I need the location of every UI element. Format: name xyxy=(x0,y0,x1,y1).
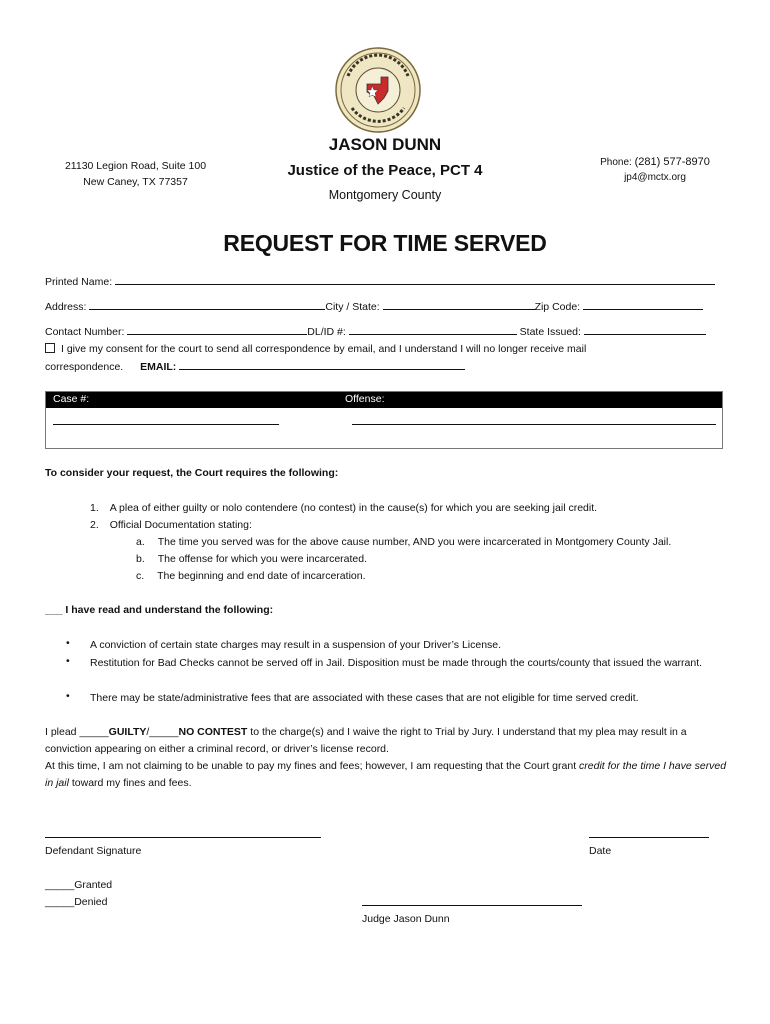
case-number-label: Case #: xyxy=(53,393,90,405)
zip-label: Zip Code: xyxy=(534,301,581,313)
address-row xyxy=(45,298,703,315)
plea-paragraph xyxy=(45,724,735,758)
requirement-1-text: A plea of either guilty or nolo contendere (no contest) in the cause(s) for which you are seeking jail credit. xyxy=(109,502,598,514)
judge-signature-label: Judge Jason Dunn xyxy=(362,913,450,925)
date-label: Date xyxy=(589,845,612,857)
requirement-2c-text: The beginning and end date of incarceration. xyxy=(157,570,366,582)
dl-id-label: DL/ID #: xyxy=(307,326,346,338)
requirement-2a-label: a. xyxy=(136,536,145,548)
address-line-1: 21130 Legion Road, Suite 100 xyxy=(64,160,207,172)
address-line-2: New Caney, TX 77357 xyxy=(83,176,188,188)
court-email: jp4@mctx.org xyxy=(624,172,686,183)
plea-text-end: to the charge(s) and I waive the right to Trial by Jury. I understand that my plea may result in a conviction appearing on either a criminal record, or driver’s license record. xyxy=(45,726,687,755)
dl-id-field[interactable] xyxy=(349,323,517,335)
defendant-signature-label: Defendant Signature xyxy=(45,845,142,857)
plea-separator: /_____ xyxy=(146,726,179,738)
zip-field[interactable] xyxy=(583,298,703,310)
consent-text-2: correspondence. xyxy=(45,361,124,373)
bullet-dot-2: • xyxy=(66,655,70,667)
requirement-2a xyxy=(136,534,671,550)
city-state-field[interactable] xyxy=(383,298,535,310)
requirement-2b-text: The offense for which you were incarcerated. xyxy=(157,553,368,565)
case-table-header xyxy=(46,392,722,408)
granted-option[interactable]: _____Granted xyxy=(45,879,113,891)
defendant-signature-line[interactable] xyxy=(45,836,321,838)
county-seal xyxy=(334,46,422,134)
address-field[interactable] xyxy=(89,298,325,310)
requirement-2 xyxy=(90,517,252,533)
bullet-dot-3: • xyxy=(66,690,70,702)
printed-name-field[interactable] xyxy=(115,273,715,285)
acknowledge-heading: ___ I have read and understand the following: xyxy=(45,604,274,616)
contact-label: Contact Number: xyxy=(45,326,125,338)
county-name: Montgomery County xyxy=(328,188,442,202)
offense-field[interactable] xyxy=(352,424,716,425)
acknowledge-bullet-2: Restitution for Bad Checks cannot be served off in Jail. Disposition must be made through the courts/county that issued the warrant. xyxy=(90,657,703,669)
plea-guilty-option[interactable]: GUILTY xyxy=(108,726,147,738)
requirement-2b xyxy=(136,551,367,567)
credit-text-start: At this time, I am not claiming to be unable to pay my fines and fees; however, I am requesting that the Court grant xyxy=(45,760,580,772)
state-issued-field[interactable] xyxy=(584,323,706,335)
printed-name-row xyxy=(45,273,715,290)
credit-paragraph xyxy=(45,758,735,792)
contact-field[interactable] xyxy=(127,323,307,335)
court-contact xyxy=(586,155,724,185)
consent-text: I give my consent for the court to send all correspondence by email, and I understand I will no longer receive mail xyxy=(61,343,587,355)
requirement-1-number: 1. xyxy=(90,502,99,514)
acknowledge-bullet-3: There may be state/administrative fees that are associated with these cases that are not eligible for time served credit. xyxy=(90,692,639,704)
city-state-label: City / State: xyxy=(325,301,380,313)
offense-label: Offense: xyxy=(345,393,385,405)
court-heading xyxy=(270,134,500,204)
requirement-2c xyxy=(136,568,366,584)
requirements-heading: To consider your request, the Court requires the following: xyxy=(45,467,339,479)
date-line[interactable] xyxy=(589,836,709,838)
contact-row xyxy=(45,323,706,340)
judge-name: JASON DUNN xyxy=(328,135,442,154)
requirement-2a-text: The time you served was for the above cause number, AND you were incarcerated in Montgomery County Jail. xyxy=(157,536,672,548)
printed-name-label: Printed Name: xyxy=(45,276,113,288)
court-name: Justice of the Peace, PCT 4 xyxy=(287,162,483,179)
requirement-2b-label: b. xyxy=(136,553,145,565)
phone-number: (281) 577-8970 xyxy=(634,156,710,168)
credit-text-end: toward my fines and fees. xyxy=(68,777,192,789)
denied-option[interactable]: _____Denied xyxy=(45,896,108,908)
requirement-2-text: Official Documentation stating: xyxy=(109,519,252,531)
requirement-1 xyxy=(90,500,597,516)
email-label: EMAIL: xyxy=(140,361,177,373)
consent-checkbox[interactable] xyxy=(45,343,55,353)
credit-text-italic: credit for the time I have served in jail xyxy=(45,760,727,789)
plea-text-start: I plead _____ xyxy=(45,726,109,738)
consent-row-2 xyxy=(45,358,465,375)
address-label: Address: xyxy=(45,301,87,313)
plea-no-contest-option[interactable]: NO CONTEST xyxy=(178,726,248,738)
case-number-field[interactable] xyxy=(53,424,279,425)
case-table xyxy=(45,391,723,449)
consent-row xyxy=(45,341,586,357)
phone-label: Phone: xyxy=(600,157,632,168)
requirement-2-number: 2. xyxy=(90,519,99,531)
email-field[interactable] xyxy=(179,358,465,370)
court-address xyxy=(48,158,223,190)
judge-signature-line[interactable] xyxy=(362,904,582,906)
requirement-2c-label: c. xyxy=(136,570,145,582)
bullet-dot-1: • xyxy=(66,637,70,649)
acknowledge-bullet-1: A conviction of certain state charges may result in a suspension of your Driver’s License. xyxy=(90,639,502,651)
state-issued-label: State Issued: xyxy=(519,326,581,338)
form-title: REQUEST FOR TIME SERVED xyxy=(223,230,547,256)
